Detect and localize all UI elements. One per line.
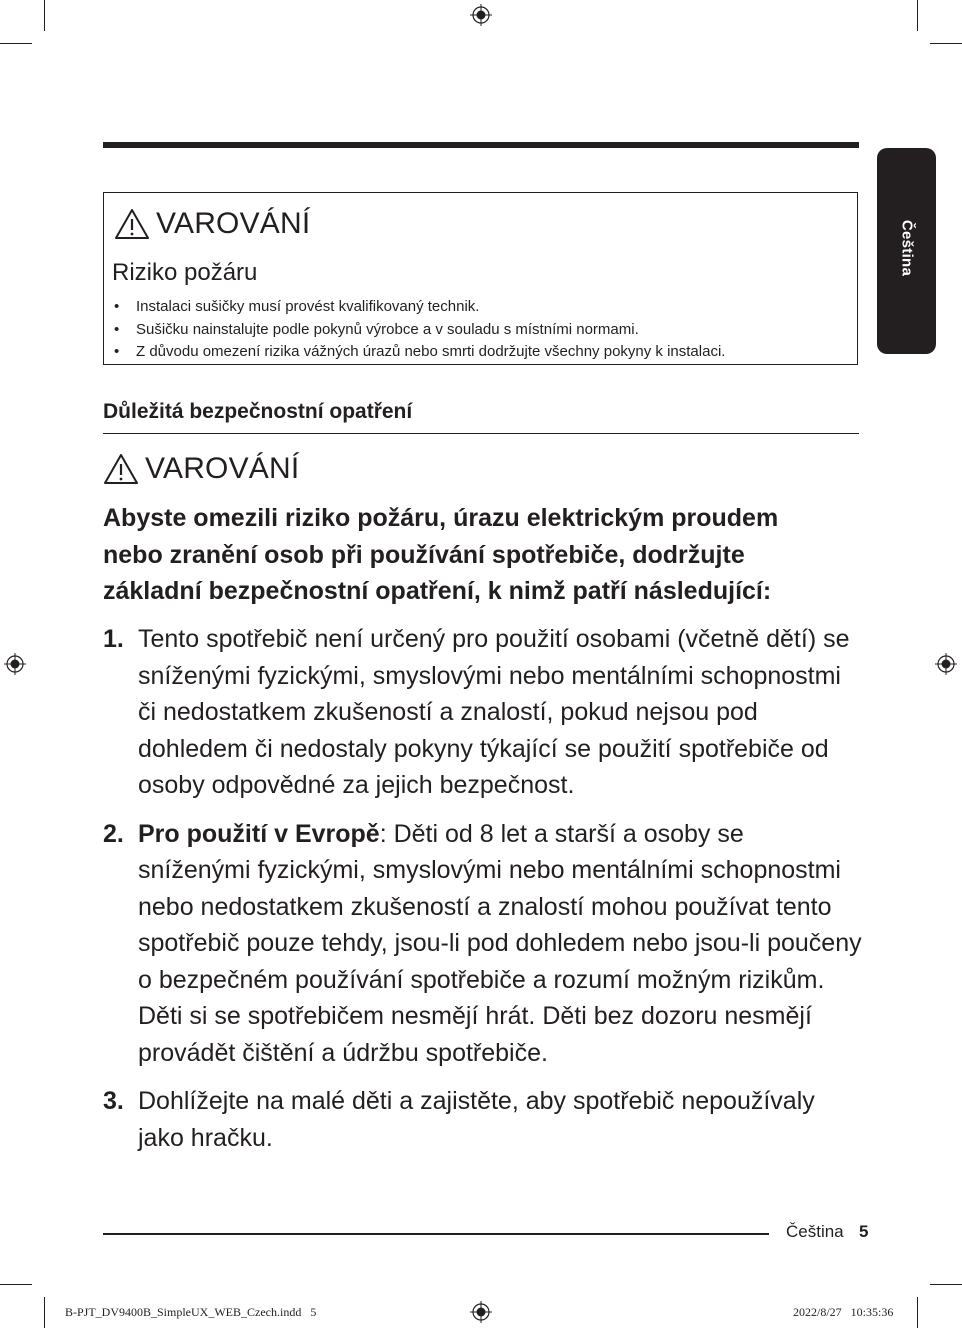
fire-risk-warning-box	[103, 192, 858, 365]
crop-mark	[0, 43, 32, 44]
fire-risk-title: Riziko požáru	[112, 259, 258, 286]
warning-title-text: VAROVÁNÍ	[156, 207, 311, 240]
print-slug-file: B-PJT_DV9400B_SimpleUX_WEB_Czech.indd 5	[65, 1305, 317, 1319]
warning-triangle-icon	[103, 453, 139, 485]
item-text: : Děti od 8 let a starší a osoby se sníženými fyzickými, smyslovými nebo mentálními schopnostmi nebo nedostatkem zkušeností a znalostí mohou používat tento spotřebič pouze tehdy, jsou-li pod dohledem nebo jsou-li poučeny o bezpečném používání spotřebiče a rozumí možným rizikům. Děti si se spotřebičem nesmějí hrát. Děti bez dozoru nesmějí provádět čištění a údržbu spotřebiče.	[138, 819, 862, 1067]
crop-mark	[917, 1297, 918, 1328]
print-slug-datetime: 2022/8/27 10:35:36	[793, 1305, 894, 1319]
safety-intro: Abyste omezili riziko požáru, úrazu elektrickým proudem nebo zranění osob při používání spotřebiče, dodržujte základní bezpečnostní opatření, k nimž patří následující:	[103, 504, 779, 605]
language-side-tab	[877, 148, 936, 354]
crop-mark	[930, 1284, 962, 1285]
side-tab-label: Čeština	[898, 219, 915, 277]
safety-instructions-list	[103, 621, 863, 1168]
crop-mark	[917, 0, 918, 31]
list-item	[103, 1083, 863, 1156]
list-item	[103, 621, 863, 804]
list-item: • Z důvodu omezení rizika vážných úrazů nebo smrti dodržujte všechny pokyny k instalaci.	[112, 341, 725, 364]
footer-language: Čeština	[786, 1222, 844, 1241]
crop-mark	[44, 0, 45, 31]
crop-mark	[0, 1284, 32, 1285]
list-item: • Instalaci sušičky musí provést kvalifikovaný technik.	[112, 296, 725, 319]
crop-mark	[44, 1297, 45, 1328]
crop-mark	[930, 43, 962, 44]
section-heading: Důležitá bezpečnostní opatření	[103, 400, 413, 423]
list-item	[103, 816, 863, 1072]
registration-mark-icon	[470, 1301, 492, 1323]
registration-mark-icon	[470, 4, 492, 26]
top-rule	[103, 142, 859, 148]
fire-risk-list	[112, 296, 725, 364]
item-number: 2.	[103, 819, 124, 848]
section-rule	[103, 433, 859, 434]
warning-triangle-icon	[114, 208, 150, 240]
page-number: 5	[859, 1222, 869, 1241]
warning-title	[114, 207, 310, 241]
registration-mark-icon	[935, 653, 957, 675]
item-text: Tento spotřebič není určený pro použití osobami (včetně dětí) se sníženými fyzickými, smyslovými nebo mentálními schopnostmi či nedostatkem zkušeností a znalostí, pokud nejsou pod dohledem či nedostaly pokyny týkající se použití spotřebiče od osoby odpovědné za jejich bezpečnost.	[138, 625, 850, 799]
registration-mark-icon	[4, 653, 26, 675]
item-text: Dohlížejte na malé děti a zajistěte, aby spotřebič nepoužívaly jako hračku.	[138, 1087, 815, 1152]
item-number: 1.	[103, 625, 124, 653]
item-bold-lead: Pro použití v Evropě	[138, 819, 380, 848]
warning-title-text: VAROVÁNÍ	[145, 452, 300, 485]
footer-rule	[103, 1233, 769, 1235]
warning-title	[103, 452, 299, 486]
list-item: • Sušičku nainstalujte podle pokynů výrobce a v souladu s místními normami.	[112, 319, 725, 342]
item-number: 3.	[103, 1087, 124, 1115]
